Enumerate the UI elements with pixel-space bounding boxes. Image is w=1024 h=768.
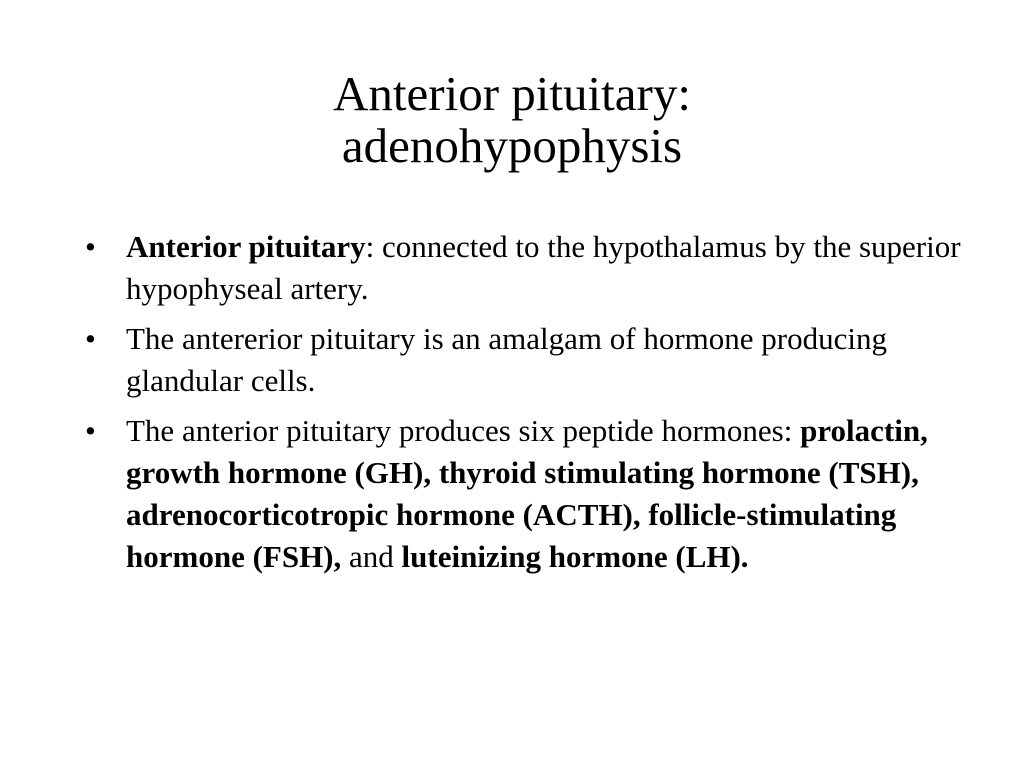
bullet-item-six-hormones: [85, 410, 965, 578]
hormone-lh-bold: luteinizing hormone (LH).: [401, 539, 749, 574]
bullet-text-run: The anterior pituitary produces six peptide hormones:: [126, 413, 801, 448]
bullet-text-run: : connected to the hypothalamus by the superior hypophyseal artery.: [126, 229, 961, 306]
slide-title-line-2: adenohypophysis: [341, 118, 683, 173]
bullet-item-anterior-pituitary: [85, 226, 965, 310]
bullet-point-icon: •: [85, 229, 96, 264]
bullet-text-run: The antererior pituitary is an amalgam of hormone producing glandular cells.: [126, 321, 887, 398]
bullet-text: [126, 229, 961, 306]
bullet-text: [126, 413, 928, 574]
bold-term: Anterior pituitary: [126, 229, 366, 264]
bullet-text-run: and: [341, 539, 402, 574]
hormone-list-bold: prolactin, growth hormone (GH), thyroid stimulating hormone (TSH), adrenocorticotropic hormone (ACTH), follicle-stimulating hormone (FSH),: [126, 413, 928, 574]
bullet-list: [85, 226, 965, 586]
slide-title-line-1: Anterior pituitary:: [333, 66, 691, 121]
bullet-point-icon: •: [85, 413, 96, 448]
bullet-text: [126, 321, 887, 398]
slide-title: [60, 68, 964, 172]
bullet-point-icon: •: [85, 321, 96, 356]
bullet-item-amalgam: [85, 318, 965, 402]
